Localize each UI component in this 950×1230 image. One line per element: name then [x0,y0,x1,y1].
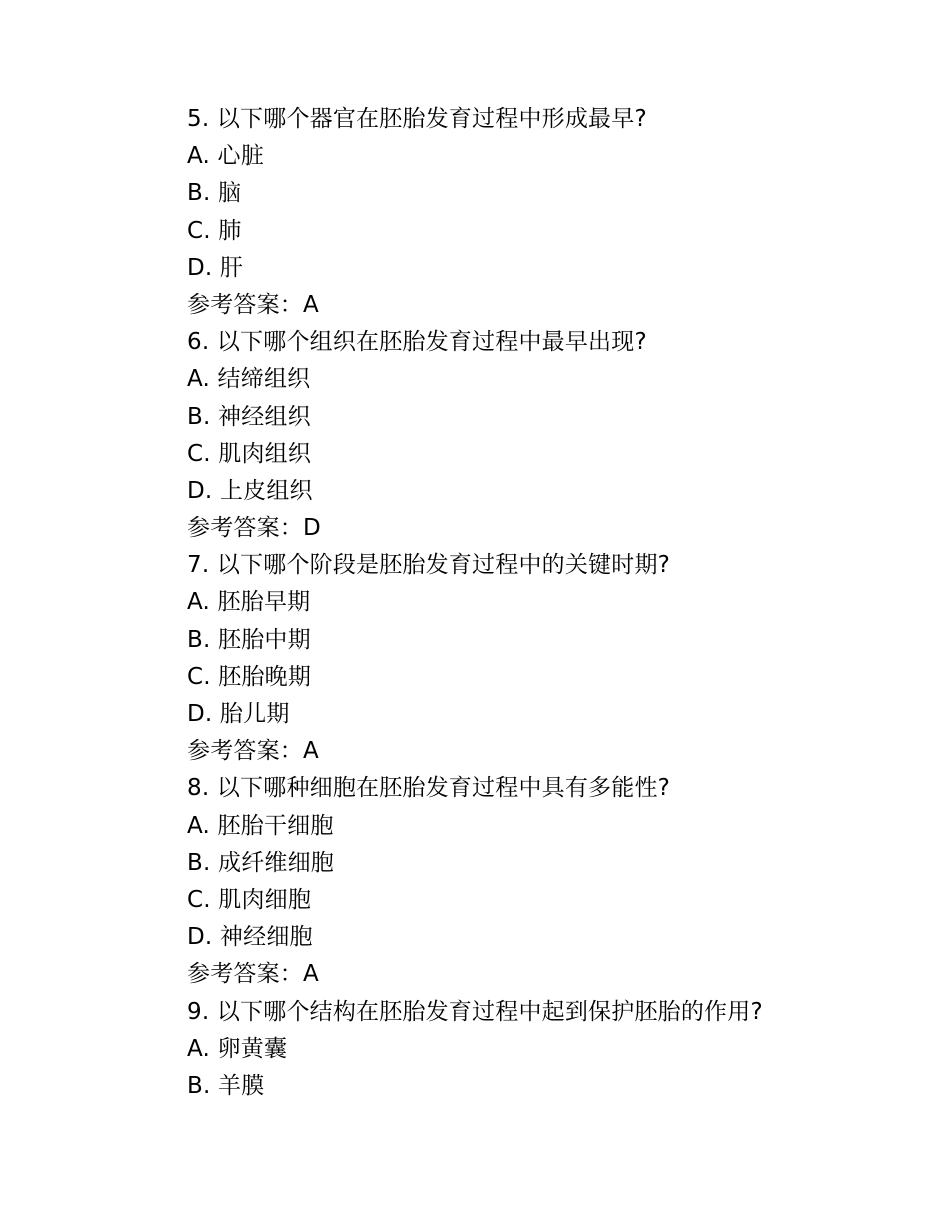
option-a: A. 胚胎早期 [187,589,311,616]
question-block-5 [187,101,887,324]
reference-answer: 参考答案：A [187,291,319,318]
reference-answer: 参考答案：A [187,738,319,765]
reference-answer: 参考答案：A [187,961,319,988]
option-d: D. 上皮组织 [187,477,313,504]
question-text: 8. 以下哪种细胞在胚胎发育过程中具有多能性? [187,775,671,802]
option-a: A. 结缔组织 [187,366,311,393]
option-a: A. 心脏 [187,143,264,170]
quiz-content [187,101,887,1105]
option-a: A. 卵黄囊 [187,1035,288,1062]
option-d: D. 神经细胞 [187,924,313,951]
question-block-6 [187,324,887,547]
option-b: B. 胚胎中期 [187,626,311,653]
question-text: 6. 以下哪个组织在胚胎发育过程中最早出现? [187,329,647,356]
option-b: B. 成纤维细胞 [187,849,335,876]
option-a: A. 胚胎干细胞 [187,812,334,839]
option-d: D. 肝 [187,254,244,281]
option-c: C. 胚胎晚期 [187,663,312,690]
option-b: B. 神经组织 [187,403,311,430]
question-text: 5. 以下哪个器官在胚胎发育过程中形成最早? [187,106,647,132]
option-d: D. 胎儿期 [187,701,290,727]
option-c: C. 肌肉组织 [187,440,312,467]
reference-answer: 参考答案：D [187,515,321,542]
question-block-8 [187,770,887,993]
question-text: 7. 以下哪个阶段是胚胎发育过程中的关键时期? [187,552,671,579]
option-b: B. 脑 [187,180,242,207]
option-c: C. 肌肉细胞 [187,886,312,913]
question-text: 9. 以下哪个结构在胚胎发育过程中起到保护胚胎的作用? [187,998,763,1025]
question-block-7 [187,547,887,770]
question-block-9 [187,994,887,1106]
option-c: C. 肺 [187,217,242,244]
option-b: B. 羊膜 [187,1072,265,1099]
